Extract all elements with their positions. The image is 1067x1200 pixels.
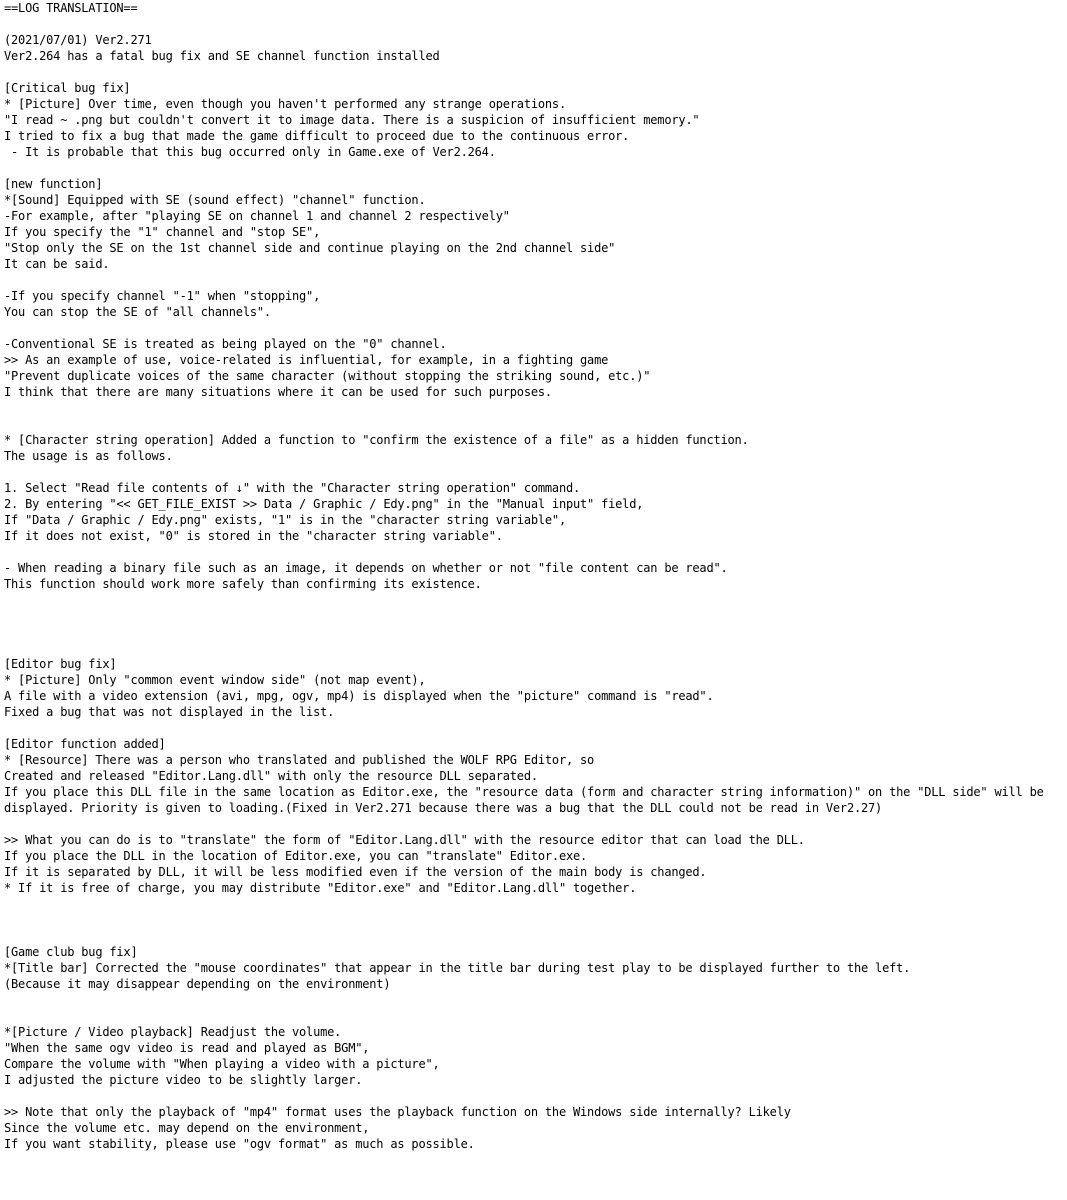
text-line — [4, 544, 1064, 560]
text-line: Compare the volume with "When playing a video with a picture", — [4, 1057, 440, 1071]
text-line: *[Title bar] Corrected the "mouse coordinates" that appear in the title bar during test play to be displayed further to the left. — [4, 961, 911, 975]
text-line: [Editor bug fix] — [4, 657, 117, 671]
text-line — [4, 992, 1064, 1008]
text-line: The usage is as follows. — [4, 449, 173, 463]
text-line — [4, 640, 1064, 656]
text-line: [Critical bug fix] — [4, 81, 131, 95]
text-line — [4, 928, 1064, 944]
text-line: If you specify the "1" channel and "stop SE", — [4, 225, 321, 239]
text-line: (2021/07/01) Ver2.271 — [4, 33, 152, 47]
text-line — [4, 320, 1064, 336]
text-line: "Prevent duplicate voices of the same character (without stopping the striking sound, etc.)" — [4, 369, 651, 383]
text-line: [new function] — [4, 177, 103, 191]
text-line — [4, 592, 1064, 608]
text-line: If you place this DLL file in the same location as Editor.exe, the "resource data (form and character string information)" on the "DLL side" will be — [4, 785, 1044, 799]
text-line: >> As an example of use, voice-related is influential, for example, in a fighting game — [4, 353, 609, 367]
log-document — [4, 0, 1064, 1152]
text-line: -If you specify channel "-1" when "stopping", — [4, 289, 321, 303]
text-line: This function should work more safely than confirming its existence. — [4, 577, 482, 591]
text-line: -For example, after "playing SE on channel 1 and channel 2 respectively" — [4, 209, 510, 223]
text-line — [4, 624, 1064, 640]
text-line — [4, 400, 1064, 416]
text-line — [4, 1088, 1064, 1104]
text-line: "I read ~ .png but couldn't convert it to image data. There is a suspicion of insufficient memory." — [4, 113, 700, 127]
text-line — [4, 912, 1064, 928]
text-line — [4, 608, 1064, 624]
text-line: I adjusted the picture video to be slightly larger. — [4, 1073, 363, 1087]
text-line: -Conventional SE is treated as being played on the "0" channel. — [4, 337, 447, 351]
text-line — [4, 16, 1064, 32]
text-line: * If it is free of charge, you may distribute "Editor.exe" and "Editor.Lang.dll" together. — [4, 881, 637, 895]
text-line: >> Note that only the playback of "mp4" format uses the playback function on the Windows side internally? Likely — [4, 1105, 791, 1119]
text-line: (Because it may disappear depending on the environment) — [4, 977, 391, 991]
text-line: * [Character string operation] Added a function to "confirm the existence of a file" as a hidden function. — [4, 433, 749, 447]
text-line — [4, 464, 1064, 480]
text-line — [4, 272, 1064, 288]
text-line: 2. By entering "<< GET_FILE_EXIST >> Data / Graphic / Edy.png" in the "Manual input" field, — [4, 497, 644, 511]
text-line: Fixed a bug that was not displayed in the list. — [4, 705, 335, 719]
text-line — [4, 416, 1064, 432]
text-line: Ver2.264 has a fatal bug fix and SE channel function installed — [4, 49, 440, 63]
text-line: * [Resource] There was a person who translated and published the WOLF RPG Editor, so — [4, 753, 595, 767]
text-line: "When the same ogv video is read and played as BGM", — [4, 1041, 370, 1055]
text-line: - When reading a binary file such as an image, it depends on whether or not "file content can be read". — [4, 561, 728, 575]
text-line: You can stop the SE of "all channels". — [4, 305, 271, 319]
text-line — [4, 816, 1064, 832]
text-line: * [Picture] Over time, even though you haven't performed any strange operations. — [4, 97, 566, 111]
text-line: >> What you can do is to "translate" the form of "Editor.Lang.dll" with the resource editor that can load the DLL. — [4, 833, 805, 847]
text-line: If you place the DLL in the location of Editor.exe, you can "translate" Editor.exe. — [4, 849, 588, 863]
text-line: A file with a video extension (avi, mpg, ogv, mp4) is displayed when the "picture" command is "read". — [4, 689, 714, 703]
text-line: "Stop only the SE on the 1st channel side and continue playing on the 2nd channel side" — [4, 241, 616, 255]
text-line: It can be said. — [4, 257, 110, 271]
text-line: *[Sound] Equipped with SE (sound effect) "channel" function. — [4, 193, 426, 207]
text-line: Created and released "Editor.Lang.dll" with only the resource DLL separated. — [4, 769, 538, 783]
text-line — [4, 64, 1064, 80]
text-line: [Game club bug fix] — [4, 945, 138, 959]
text-line — [4, 896, 1064, 912]
text-line: I tried to fix a bug that made the game difficult to proceed due to the continuous error. — [4, 129, 630, 143]
text-line: Since the volume etc. may depend on the environment, — [4, 1121, 370, 1135]
text-line: If "Data / Graphic / Edy.png" exists, "1" is in the "character string variable", — [4, 513, 566, 527]
text-line — [4, 720, 1064, 736]
text-line: If it does not exist, "0" is stored in the "character string variable". — [4, 529, 503, 543]
text-line: If you want stability, please use "ogv format" as much as possible. — [4, 1137, 475, 1151]
text-line: I think that there are many situations where it can be used for such purposes. — [4, 385, 552, 399]
text-line: displayed. Priority is given to loading.(Fixed in Ver2.271 because there was a bug that the DLL could not be read in Ver2.27) — [4, 801, 883, 815]
text-line: - It is probable that this bug occurred only in Game.exe of Ver2.264. — [4, 145, 496, 159]
text-line: 1. Select "Read file contents of ↓" with the "Character string operation" command. — [4, 481, 581, 495]
text-line: *[Picture / Video playback] Readjust the volume. — [4, 1025, 342, 1039]
text-line: If it is separated by DLL, it will be less modified even if the version of the main body is changed. — [4, 865, 707, 879]
text-line — [4, 160, 1064, 176]
text-line: [Editor function added] — [4, 737, 166, 751]
text-line: ==LOG TRANSLATION== — [4, 1, 138, 15]
text-line: * [Picture] Only "common event window side" (not map event), — [4, 673, 426, 687]
text-line — [4, 1008, 1064, 1024]
